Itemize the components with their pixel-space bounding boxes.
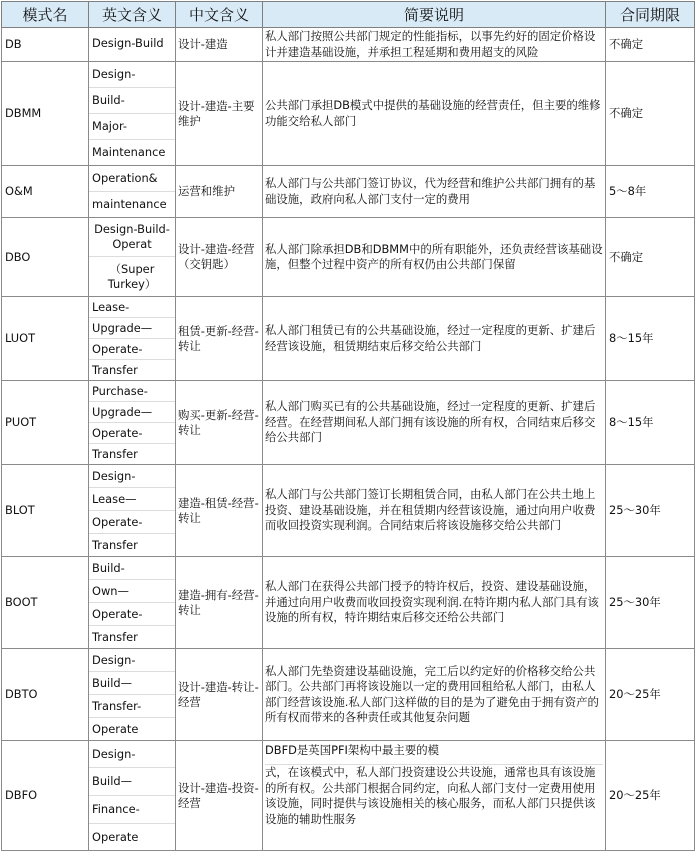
english-line: Transfer- (89, 695, 175, 718)
english-line: Upgrade— (89, 318, 175, 339)
english-line: Maintenance (92, 145, 166, 160)
english-line: Purchase- (89, 381, 175, 402)
english-line: Operate- (89, 511, 175, 534)
description-cell: 私人部门租赁已有的公共基础设施，经过一定程度的更新、扩建后经营该设施，租赁期结束后移交给公共部门 (263, 297, 606, 381)
chinese-cell: 设计-建造-转让-经营 (176, 649, 263, 741)
english-line: Design- (89, 649, 175, 672)
english-line: Operate- (89, 339, 175, 360)
mode-cell: BLOT (2, 465, 89, 557)
period-cell: 20～25年 (606, 741, 695, 851)
english-line: Finance- (89, 796, 175, 824)
english-cell (89, 741, 176, 851)
mode-cell: DBFO (2, 741, 89, 851)
mode-cell: PUOT (2, 381, 89, 465)
table-row (2, 465, 695, 557)
english-line: Build— (89, 672, 175, 695)
mode-cell: BOOT (2, 557, 89, 649)
chinese-cell: 租赁-更新-经营-转让 (176, 297, 263, 381)
description-cell: 私人部门先垫资建设基础设施，完工后以约定好的价格移交给公共部门。公共部门再将该设施以一定的费用回租给私人部门，由私人部门经营该设施.私人部门这样做的目的是为了避免由于拥有资产的所有权而带来的各种责任或其他复杂问题 (263, 649, 606, 741)
chinese-cell: 设计-建造 (176, 28, 263, 62)
english-line: Design- (89, 465, 175, 488)
header-english: 英文含义 (89, 2, 176, 28)
period-cell: 25～30年 (606, 557, 695, 649)
english-cell (89, 62, 176, 166)
period-cell: 不确定 (606, 28, 695, 62)
english-cell (89, 218, 176, 297)
table-row (2, 741, 695, 851)
chinese-cell: 设计-建造-经营（交钥匙） (176, 218, 263, 297)
english-line: Own— (89, 580, 175, 603)
english-line: Major- (89, 114, 175, 140)
chinese-cell: 购买-更新-经营-转让 (176, 381, 263, 465)
description-cell: 私人部门与公共部门签订长期租赁合同，由私人部门在公共土地上投资、建设基础设施，并在租赁期内经营该设施，通过向用户收费而收回投资实现利润。合同结束后将该设施移交给公共部门 (263, 465, 606, 557)
table-row (2, 166, 695, 218)
english-line: Build- (89, 88, 175, 114)
header-mode: 模式名 (2, 2, 89, 28)
mode-cell: DB (2, 28, 89, 62)
english-line: Design-Build (92, 35, 164, 50)
period-cell: 8～15年 (606, 297, 695, 381)
english-line: Design-Build-Operat (89, 218, 175, 257)
english-line: Operate (92, 721, 139, 736)
chinese-cell: 建造-租赁-经营-转让 (176, 465, 263, 557)
chinese-cell: 运营和维护 (176, 166, 263, 218)
mode-cell: DBTO (2, 649, 89, 741)
english-line: Operate- (89, 423, 175, 444)
chinese-cell: 设计-建造-主要维护 (176, 62, 263, 166)
ppp-mode-table (1, 1, 695, 851)
description-cell: 私人部门在获得公共部门授予的特许权后，投资、建设基础设施，并通过向用户收费而收回投资实现利润.在特许期内私人部门具有该设施的所有权，特许期结束后移交还给公共部门 (263, 557, 606, 649)
english-line: Design- (89, 741, 175, 768)
description-cell: 私人部门除承担DB和DBMM中的所有职能外，还负责经营该基础设施，但整个过程中资产的所有权仍由公共部门保留 (263, 218, 606, 297)
english-line: maintenance (92, 197, 167, 212)
english-cell (89, 166, 176, 218)
english-line: Operate (92, 829, 139, 844)
period-cell: 20～25年 (606, 649, 695, 741)
english-line: Lease- (89, 297, 175, 318)
mode-cell: LUOT (2, 297, 89, 381)
table-row (2, 62, 695, 166)
english-line: （Super Turkey） (107, 261, 157, 291)
english-cell (89, 381, 176, 465)
english-line: Build- (89, 557, 175, 580)
english-cell (89, 649, 176, 741)
table-row (2, 381, 695, 465)
english-line: Transfer (92, 629, 138, 644)
description-cell (263, 741, 606, 851)
table-row (2, 218, 695, 297)
period-cell: 25～30年 (606, 465, 695, 557)
english-line: Upgrade— (89, 402, 175, 423)
mode-cell: DBO (2, 218, 89, 297)
table-row (2, 557, 695, 649)
english-line: Lease— (89, 488, 175, 511)
chinese-cell: 建造-拥有-经营-转让 (176, 557, 263, 649)
english-line: Transfer (92, 537, 138, 552)
description-cell: 公共部门承担DB模式中提供的基础设施的经营责任，但主要的维修功能交给私人部门 (263, 62, 606, 166)
description-cell: 私人部门按照公共部门规定的性能指标，以事先约好的固定价格设计并建造基础设施，并承担工程延期和费用超支的风险 (263, 28, 606, 62)
english-line: Design- (89, 62, 175, 88)
description-line: 式，在该模式中，私人部门投资建设公共设施，通常也具有该设施的所有权。公共部门根据合同约定，向私人部门支付一定费用使用该设施，同时提供与该设施相关的核心服务，而私人部门只提供该设施的辅助性服务 (265, 765, 596, 826)
table-row (2, 297, 695, 381)
english-line: Transfer (92, 362, 138, 377)
header-description: 简要说明 (263, 2, 606, 28)
period-cell: 不确定 (606, 62, 695, 166)
english-line: Build— (89, 768, 175, 796)
english-line: Transfer (92, 446, 138, 461)
header-period: 合同期限 (606, 2, 695, 28)
period-cell: 8～15年 (606, 381, 695, 465)
english-line: Operation& (89, 166, 175, 192)
header-chinese: 中文含义 (176, 2, 263, 28)
chinese-cell: 设计-建造-投资-经营 (176, 741, 263, 851)
period-cell: 不确定 (606, 218, 695, 297)
mode-cell: O&M (2, 166, 89, 218)
mode-cell: DBMM (2, 62, 89, 166)
table-row (2, 28, 695, 62)
description-line: DBFD是英国PFI架构中最主要的模 (265, 742, 603, 765)
header-row (2, 2, 695, 28)
english-cell (89, 557, 176, 649)
english-line: Operate- (89, 603, 175, 626)
english-cell (89, 28, 176, 62)
description-cell: 私人部门购买已有的公共基础设施，经过一定程度的更新、扩建后经营。在经营期间私人部门拥有该设施的所有权，合同结束后移交给公共部门 (263, 381, 606, 465)
english-cell (89, 465, 176, 557)
table-row (2, 649, 695, 741)
description-cell: 私人部门与公共部门签订协议，代为经营和维护公共部门拥有的基础设施，政府向私人部门支付一定的费用 (263, 166, 606, 218)
english-cell (89, 297, 176, 381)
period-cell: 5～8年 (606, 166, 695, 218)
